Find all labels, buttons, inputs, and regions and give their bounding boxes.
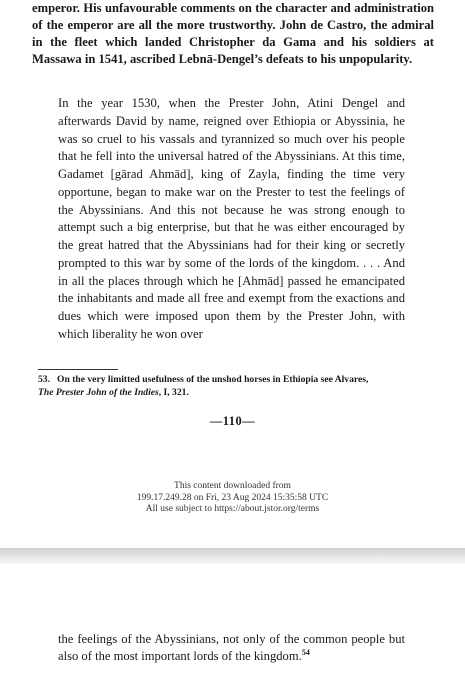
continuation-text: the feelings of the Abyssinians, not only of the common people but also of the most important lords of the kingdom.: [58, 632, 405, 663]
download-notice-line-1: This content downloaded from: [174, 481, 291, 491]
continuation-paragraph: [58, 631, 405, 665]
footnote-ref-54: 54: [301, 647, 310, 657]
footnote-53: [38, 374, 438, 399]
footnote-book-title: The Prester John of the Indies: [38, 386, 159, 398]
lead-paragraph: emperor. His unfavourable comments on the character and administration of the emperor are all the more trustworthy. John de Castro, the admiral in the fleet which landed Christopher da Gama and his soldiers at Massawa in 1541, ascribed Lebnā-Dengel’s defeats to his unpopularity.: [32, 1, 434, 66]
footnote-text-after: , I, 321.: [158, 386, 189, 398]
download-notice-line-3: All use subject to https://about.jstor.org/terms: [145, 504, 320, 514]
download-notice-line-2: 199.17.249.28 on Fri, 23 Aug 2024 15:35:58 UTC: [136, 492, 329, 503]
footnote-text-before: On the very limitted usefulness of the unshod horses in Ethiopia see Alvares,: [57, 374, 369, 385]
page-separator: [0, 548, 465, 564]
block-quote: In the year 1530, when the Prester John, Atini Dengel and afterwards David by name, reigned over Ethiopia or Abyssinia, he was so cruel to his vassals and tyrannized so much over his people that he fell into the universal hatred of the Abyssinians. At this time, Gadamet [gārad Ahmād], king of Zayla, finding the time very opportune, began to make war on the Prester to test the feelings of the Abyssinians. And this not because he was strong enough to attempt such a big enterprise, but that he was either encouraged by the great hatred that the Abyssinians had for their king or secretly prompted to this war by some of the lords of the kingdom. . . . And in all the places through which he [Ahmād] passed he emancipated the inhabitants and made all free and exempt from the exactions and dues which were imposed upon them by the Prester John, with which liberality he won over: [58, 96, 405, 341]
footnote-number: 53.: [38, 374, 50, 385]
page-number: —110—: [209, 414, 256, 428]
download-notice: [0, 481, 465, 516]
document-page-bottom: [0, 564, 465, 680]
footnote-separator: [38, 369, 118, 370]
